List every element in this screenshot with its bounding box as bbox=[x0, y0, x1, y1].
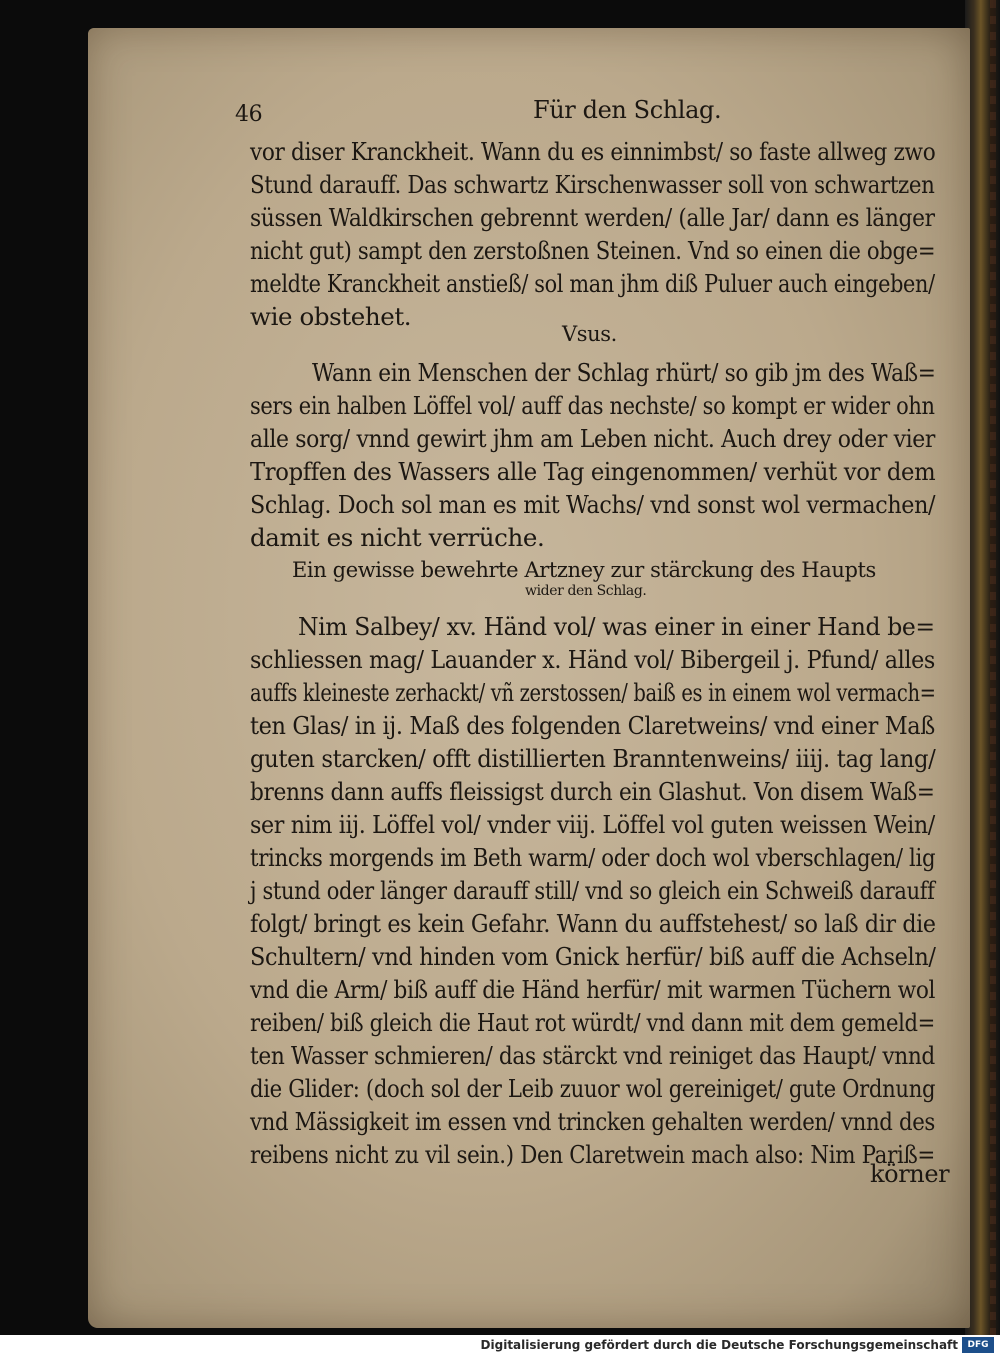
page-number: 46 bbox=[235, 102, 263, 127]
text-line: ser nim iij. Löffel vol/ vnder viij. Löffel vol guten weissen Wein/ bbox=[250, 810, 935, 839]
text-line: j stund oder länger darauff still/ vnd so gleich ein Schweiß darauff bbox=[250, 876, 935, 905]
text-line: Schlag. Doch sol man es mit Wachs/ vnd sonst wol vermachen/ bbox=[250, 490, 936, 519]
text-line: reibens nicht zu vil sein.) Den Claretwein mach also: Nim Pariß= bbox=[250, 1140, 935, 1169]
text-line: süssen Waldkirschen gebrennt werden/ (alle Jar/ dann es länger bbox=[250, 203, 935, 232]
text-line: Schultern/ vnd hinden vom Gnick herfür/ biß auff die Achseln/ bbox=[250, 942, 936, 971]
text-line: folgt/ bringt es kein Gefahr. Wann du auffstehest/ so laß dir die bbox=[250, 909, 936, 938]
text-line: meldte Kranckheit anstieß/ sol man jhm diß Puluer auch eingeben/ bbox=[250, 269, 935, 298]
section-heading-recipe: Ein gewisse bewehrte Artzney zur stärckung des Haupts bbox=[292, 558, 876, 582]
running-head: Für den Schlag. bbox=[533, 96, 722, 124]
text-line: die Glider: (doch sol der Leib zuuor wol gereiniget/ gute Ordnung bbox=[250, 1074, 936, 1103]
text-line: vor diser Kranckheit. Wann du es einnimbst/ so faste allweg zwo bbox=[250, 137, 936, 166]
text-line: alle sorg/ vnnd gewirt jhm am Leben nicht. Auch drey oder vier bbox=[250, 424, 936, 453]
text-line: schliessen mag/ Lauander x. Händ vol/ Bibergeil j. Pfund/ alles bbox=[250, 645, 935, 674]
text-line: damit es nicht verrüche. bbox=[250, 523, 545, 552]
text-line: reiben/ biß gleich die Haut rot würdt/ vnd dann mit dem gemeld= bbox=[250, 1008, 935, 1037]
text-line: auffs kleineste zerhackt/ vñ zerstossen/ baiß es in einem wol vermach= bbox=[250, 678, 936, 707]
text-line: vnd Mässigkeit im essen vnd trincken gehalten werden/ vnnd des bbox=[250, 1107, 935, 1136]
text-line: trincks morgends im Beth warm/ oder doch wol vberschlagen/ lig bbox=[250, 843, 936, 872]
text-line: guten starcken/ offt distillierten Branntenweins/ iiij. tag lang/ bbox=[250, 744, 936, 773]
text-line: nicht gut) sampt den zerstoßnen Steinen. Vnd so einen die obge= bbox=[250, 236, 936, 265]
section-heading-usus: Vsus. bbox=[562, 322, 617, 346]
text-line: ten Glas/ in ij. Maß des folgenden Claretweins/ vnd einer Maß bbox=[250, 711, 935, 740]
text-line: wie obstehet. bbox=[250, 302, 412, 331]
text-line: Tropffen des Wassers alle Tag eingenommen/ verhüt vor dem bbox=[250, 457, 936, 486]
text-line: Nim Salbey/ xv. Händ vol/ was einer in einer Hand be= bbox=[298, 612, 935, 641]
text-line: vnd die Arm/ biß auff die Händ herfür/ mit warmen Tüchern wol bbox=[250, 975, 936, 1004]
text-line: Stund darauff. Das schwartz Kirschenwasser soll von schwartzen bbox=[250, 170, 935, 199]
text-line: Wann ein Menschen der Schlag rhürt/ so gib jm des Waß= bbox=[312, 358, 936, 387]
catchword: körner bbox=[870, 1160, 950, 1188]
footer-credit: Digitalisierung gefördert durch die Deutsche Forschungsgemeinschaft bbox=[480, 1338, 958, 1352]
text-line: sers ein halben Löffel vol/ auff das nechste/ so kompt er wider ohn bbox=[250, 391, 935, 420]
text-line: brenns dann auffs fleissigst durch ein Glashut. Von disem Waß= bbox=[250, 777, 935, 806]
text-line: ten Wasser schmieren/ das stärckt vnd reiniget das Haupt/ vnnd bbox=[250, 1041, 935, 1070]
dfg-logo-icon: DFG bbox=[962, 1337, 994, 1353]
book-spine-edge bbox=[990, 0, 996, 1335]
section-subheading-recipe: wider den Schlag. bbox=[525, 583, 647, 599]
